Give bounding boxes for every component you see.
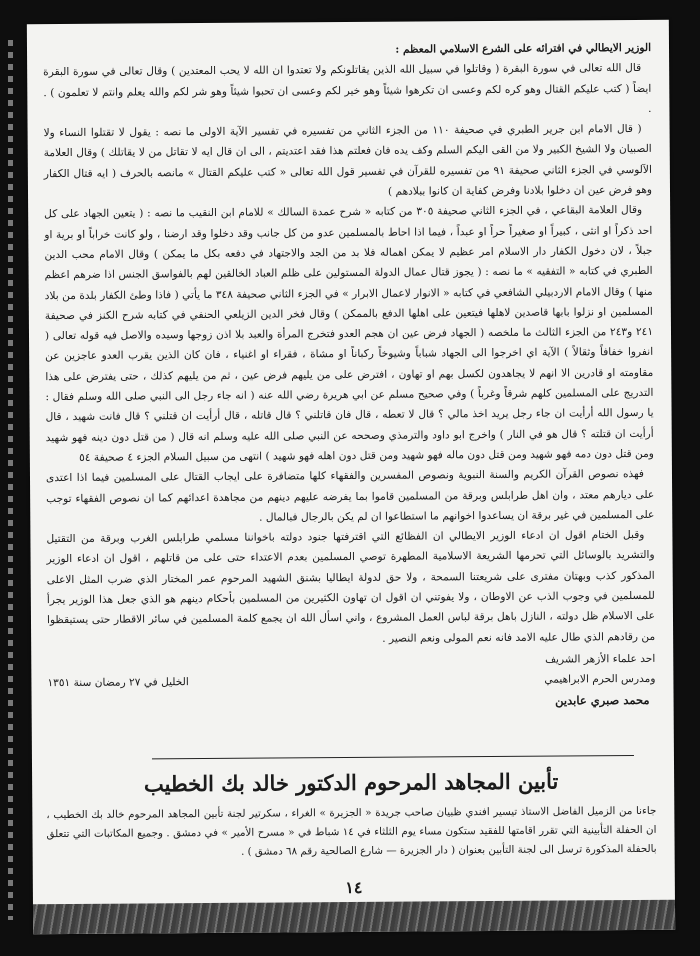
article-paragraph: وقبل الختام اقول ان ادعاء الوزير الايطالي ان الفظائع التي اقترفتها جنود دولته باخواننا مسلمي طرابلس الغرب وبرقة من التقتيل والتشريد بالوسائل التي تحرمها الشريعة الاسلامية المطهرة توصي المسلمين بعدم الاعتداء حتى على من قاتلهم ، اقول ان ادعاء الوزير المذكور كذب وبهتان مفترى على شريعتنا السمحة ، ولا حق لدولة ايطاليا بشنق الشهيد المرحوم عمر المختار الذي ضرب المثل الاعلى للمسلمين في وجوب الذب عن الاوطان ، ولا يفوتني ان اقول ان تهاون الكثيرين من المسلمين بأحكام دينهم هو الذي جعل هذا الوزير يجرأ على الاسلام ظل دولته ، النازل باهل برقة لباس العمل المشروع ، واني اسأل الله ان يجمع كلمة المسلمين في سائر الاقطار حتى يستيقظوا من رقادهم الذي طال عليه الامد فانه نعم المولى ونعم النصير . bbox=[46, 529, 656, 645]
article-paragraph: قال الله تعالى في سورة البقرة ( وقاتلوا في سبيل الله الذين يقاتلونكم ولا تعتدوا ان الله لا يحب المعتدين ) وقال تعالى في سورة البقرة ايضاً ( كتب عليكم القتال وهو كره لكم وعسى ان تكرهوا شيئاً وهو خير لكم وعسى ان تحبوا شيئاً وهو شر لكم والله يعلم وانتم لا تعلمون ) . . bbox=[43, 62, 652, 115]
torn-bottom-edge bbox=[33, 900, 675, 934]
memorial-title: تأبين المجاهد المرحوم الدكتور خالد بك الخطيب bbox=[143, 768, 559, 797]
signature-block bbox=[47, 649, 655, 714]
memorial-body: جاءنا من الزميل الفاضل الاستاذ تيسير افندي ظبيان صاحب جريدة « الجزيرة » الغراء ، سكرتير لجنة تأبين المجاهد المرحوم خالد بك الخطيب ، ان الحفلة التأبينية التي تقرر اقامتها للفقيد ستكون مساء يوم الثلثاء في ١٤ شباط في « مسرح الأمير » في دمشق . وجميع المكاتبات التي تتعلق بالحفلة المذكورة ترسل الى لجنة التأبين بعنوان ( دار الجزيرة — شارع الصالحية رقم ٦٨ دمشق ) . bbox=[46, 804, 657, 858]
article-paragraph: ( قال الامام ابن جرير الطبري في صحيفة ١١٠ من الجزء الثاني من تفسيره في تفسير الآية الاولى ما نصه : يقول لا تقتلوا النساء ولا الصبيان ولا الشيخ الكبير ولا من القى اليكم السلم وكف يده فان فعلتم هذا فقد اعتديتم ، الى ان قال ايه لا تقاتل من لا يقاتلك ) وقال العلامة الآلوسي في الجزء الثاني صحيفة ٩١ من تفسيره للقرآن في تفسير قول الله تعالى « كتب عليكم القتال » مانصه بالحرف ( ايه قتال الكفار وهو فرض عين ان دخلوا بلادنا وفرض كفاية ان كانوا ببلادهم ) bbox=[43, 123, 653, 198]
article-headline: الوزير الايطالي في افترائه على الشرع الاسلامي المعظم : bbox=[395, 41, 652, 56]
article bbox=[43, 38, 656, 714]
document-page bbox=[27, 20, 675, 934]
section-divider bbox=[152, 755, 634, 759]
signature-place-date: الخليل في ٢٧ رمضان سنة ١٣٥١ bbox=[47, 676, 189, 690]
memorial-notice bbox=[46, 766, 657, 863]
signature-name: محمد صبري عابدين bbox=[555, 692, 650, 708]
scanner-scale-strip bbox=[8, 40, 13, 920]
page-number: ١٤ bbox=[345, 877, 363, 898]
article-paragraph: وقال العلامة البقاعي ، في الجزء الثاني صحيفة ٣٠٥ من كتابه « شرح عمدة السالك » للامام ابن النقيب ما نصه : ( يتعين الجهاد على كل احد ذكراً او انثى ، كبيراً او صغيراً حراً او عبداً ، فيما اذا احاط بالمسلمين عدو من كل جانب وقد دخلوا وقد ارضنا ، ولو كانت خراباً او برية او جبلاً ، لان دخول الكفار دار الاسلام امر عظيم لا يمكن اهماله فلا بد من الجد والاجتهاد في دفعه بكل ما يمكن ) وقال الامام محب الدين الطبري في كتابه « التفقيه » ما نصه : ( يجوز قتال عمال الدولة المستولين على ظلم العباد الخالقين لهم بالفواسق الجنس اذا ضرهم اعظم منها ) وقال الامام الاردبيلي الشافعي في كتابه « الانوار لاعمال الابرار » في الجزء الثاني صحيفة ٣٤٨ ما يأتي ( فاذا وطئ الكفار بلدة من بلاد المسلمين او نزلوا بابها قاصدين لاهلها فيتعين على اهلها الدفع بالممكن ) وقال فخر الدين الزيلعي الحنفي في كتابه شرح الكنز في صحيفة ٢٤١ و٢٤٣ من الجزء الثالث ما ملخصه ( الجهاد فرض عين ان هجم العدو فتخرج المرأة والعبد بلا اذن زوجها وسيده والاصل فيه قوله تعالى ( انفروا خفافاً وثقالاً ) الآية اي اخرجوا الى الجهاد شباباً وشيوخاً ركباناً او مشاة ، فقراء او اغنياء ، فان كان الذين يقرب العدو عاجزين عن مقاومته او قادرين الا انهم لا يجاهدون لكسل بهم او تهاون ، افترض على من يليهم فرض عين ، ثم من يليهم كذلك ، حتى يفترض على هذا التدريج على المسلمين كلهم شرقاً وغرباً ) وفي صحيح مسلم عن ابي هريرة رضي الله عنه ( انه جاء رجل الى النبي صلى الله وسلم فقال : يا رسول الله أرأيت ان جاء رجل يريد اخذ مالي ؟ قال لا تعطه ، قال فان قاتلني ؟ قال قاتله ، قال أرأيت ان قتلني ؟ قال فانت شهيد ، قال أرأيت ان قتلته ؟ قال هو في النار ) واخرج ابو داود والترمذي وصححه عن النبي صلى الله عليه وسلم انه قال ( من قتل دون دينه فهو شهيد ومن قتل دون دمه فهو شهيد ومن قتل دون ماله فهو شهيد ومن قتل دون اهله فهو شهيد ) انتهى من سبيل السلام الجزء ٤ صحيفة ٥٤ bbox=[44, 204, 654, 464]
article-paragraph: فهذه نصوص القرآن الكريم والسنة النبوية ونصوص المفسرين والفقهاء كلها متضافرة على ايجاب القتال على المسلمين فيما اذا اعتدى على ديارهم معتد ، وان اهل طرابلس وبرقة من المسلمين قاموا بما يفرضه عليهم دينهم من مجاهدة اعدائهم كما ان نصوص الفقهاء توجب على المسلمين في غير برقة ان يساعدوا اخوانهم ما استطاعوا ان لم يكن بالرجال فبالمال . bbox=[45, 468, 655, 524]
signature-title: احد علماء الأزهر الشريف bbox=[545, 652, 656, 666]
signature-position: ومدرس الحرم الابراهيمي bbox=[544, 673, 656, 686]
